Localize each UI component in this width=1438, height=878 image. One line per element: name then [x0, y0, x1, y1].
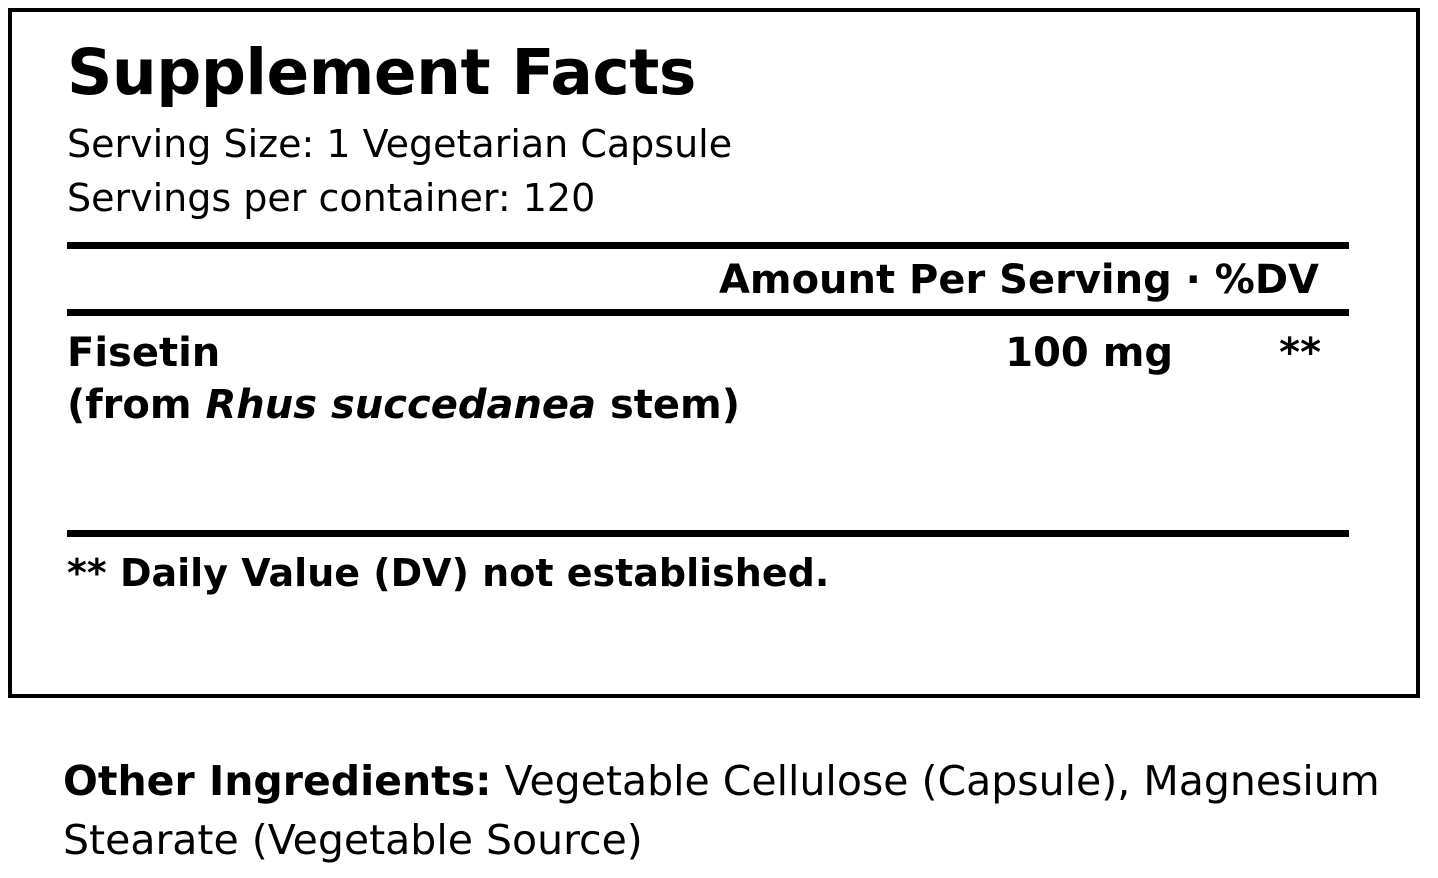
amount-per-serving-header-row — [67, 249, 1349, 309]
ingredient-name: Fisetin — [67, 330, 221, 377]
amount-per-serving-header: Amount Per Serving · %DV — [718, 257, 1319, 304]
daily-value-footnote: ** Daily Value (DV) not established. — [67, 551, 830, 596]
other-ingredients-block — [63, 752, 1393, 871]
ingredient-source-scientific-name: Rhus succedanea — [205, 382, 597, 429]
page-title: Supplement Facts — [67, 36, 696, 109]
table-row — [67, 316, 1349, 530]
ingredient-daily-value: ** — [1279, 330, 1321, 377]
ingredient-source-prefix: (from — [67, 382, 206, 429]
other-ingredients-label: Other Ingredients: — [63, 757, 492, 805]
supplement-facts-panel — [8, 8, 1420, 698]
divider-bottom — [67, 530, 1349, 537]
other-ingredients-value: Vegetable Cellulose (Capsule), Magnesium Stearate (Vegetable Source) — [63, 757, 1380, 865]
supplement-facts-content — [67, 36, 1349, 596]
ingredient-source — [67, 382, 1349, 428]
ingredient-amount: 100 mg — [1005, 330, 1173, 377]
servings-per-container-text: Servings per container: 120 — [67, 176, 596, 221]
serving-size-text: Serving Size: 1 Vegetarian Capsule — [67, 122, 733, 167]
divider-top — [67, 242, 1349, 249]
divider-under-header — [67, 309, 1349, 316]
ingredient-source-suffix: stem) — [596, 382, 740, 429]
